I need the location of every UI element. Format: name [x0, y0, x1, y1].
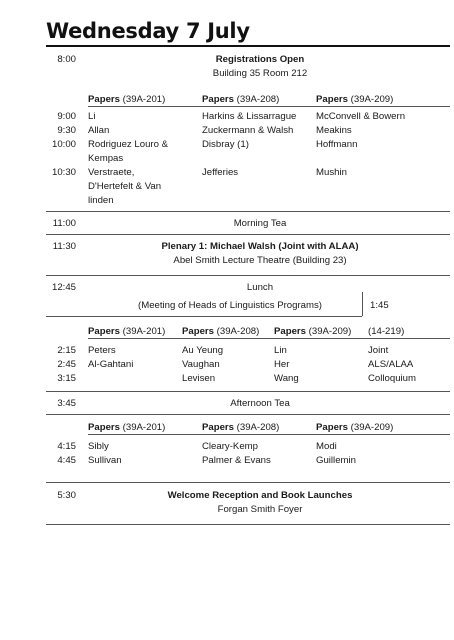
session1-col1-line: Allan: [88, 125, 110, 136]
section-rule: [46, 482, 450, 483]
section-rule: [46, 234, 450, 235]
header-label: Papers: [202, 422, 234, 433]
section-rule: [46, 211, 450, 212]
header-room: (39A-209): [348, 422, 394, 433]
session1-col2-line: Disbray (1): [202, 139, 249, 150]
session1-col2-line: Jefferies: [202, 167, 239, 178]
session3-header-col3: [316, 421, 393, 434]
session1-time: 10:30: [51, 167, 76, 178]
session3-time: 4:15: [57, 441, 76, 452]
lunch-note-divider: [362, 292, 363, 316]
morning-tea-time: 11:00: [52, 218, 76, 229]
session3-col3-line: Modi: [316, 441, 337, 452]
session3-header-col1: [88, 421, 165, 434]
plenary-time: 11:30: [52, 241, 76, 252]
session2-col3-line: Wang: [274, 373, 299, 384]
session2-header-col1: [88, 325, 165, 338]
header-room: (39A-209): [348, 94, 394, 105]
session3-header-col2: [202, 421, 279, 434]
header-label: Papers: [274, 326, 306, 337]
section-rule: [46, 275, 450, 276]
session2-col4-line: Joint: [368, 345, 389, 356]
lunch-note-time: 1:45: [370, 300, 389, 311]
header-room: (39A-208): [214, 326, 260, 337]
session1-col3-line: Mushin: [316, 167, 347, 178]
session1-col3-line: Hoffmann: [316, 139, 358, 150]
title-rule: [46, 45, 450, 47]
header-label: Papers: [316, 94, 348, 105]
session2-col2-line: Vaughan: [182, 359, 220, 370]
morning-tea-title: Morning Tea: [233, 218, 287, 229]
session1-time: 9:30: [57, 125, 76, 136]
session2-col4-line: Colloquium: [368, 373, 416, 384]
lunch-title: Lunch: [246, 282, 274, 293]
session3-col2-line: Cleary-Kemp: [202, 441, 258, 452]
header-room: (39A-201): [120, 422, 166, 433]
session2-header-rule: [88, 338, 450, 339]
section-rule: [46, 414, 450, 415]
registration-location: Building 35 Room 212: [212, 68, 308, 79]
header-label: Papers: [182, 326, 214, 337]
session3-col3-line: Guillemin: [316, 455, 356, 466]
session1-col1-line: Verstraete,: [88, 167, 135, 178]
session2-header-col3: [274, 325, 351, 338]
reception-time: 5:30: [57, 490, 76, 501]
session2-time: 2:15: [57, 345, 76, 356]
session2-time: 2:45: [57, 359, 76, 370]
header-room: (39A-201): [120, 94, 166, 105]
afternoon-tea-time: 3:45: [57, 398, 76, 409]
header-label: Papers: [88, 326, 120, 337]
header-room: (39A-208): [234, 94, 280, 105]
session1-header-col1: [88, 93, 165, 106]
header-label: Papers: [88, 422, 120, 433]
session2-time: 3:15: [57, 373, 76, 384]
session2-col3-line: Lin: [274, 345, 287, 356]
header-label: Papers: [316, 422, 348, 433]
session1-col1-line: D'Hertefelt & Van: [88, 181, 162, 192]
session2-col3-line: Her: [274, 359, 290, 370]
lunch-time: 12:45: [51, 282, 76, 293]
header-label: Papers: [88, 94, 120, 105]
reception-title: Welcome Reception and Book Launches: [167, 490, 353, 501]
plenary-location: Abel Smith Lecture Theatre (Building 23): [173, 255, 347, 266]
reception-location: Forgan Smith Foyer: [217, 504, 303, 515]
session1-col1-line: Rodriguez Louro &: [88, 139, 168, 150]
page-title: Wednesday 7 July: [46, 19, 250, 43]
session1-col3-line: McConvell & Bowern: [316, 111, 406, 122]
session2-col1-line: Peters: [88, 345, 116, 356]
section-rule: [46, 316, 362, 317]
session2-header-col2: [182, 325, 259, 338]
session3-header-rule: [88, 434, 450, 435]
session1-col1-line: Li: [88, 111, 96, 122]
session2-col4-line: ALS/ALAA: [368, 359, 414, 370]
header-room: (39A-201): [120, 326, 166, 337]
session2-col2-line: Au Yeung: [182, 345, 224, 356]
session1-time: 9:00: [57, 111, 76, 122]
session1-header-col2: [202, 93, 279, 106]
plenary-title: Plenary 1: Michael Walsh (Joint with ALAA): [161, 241, 359, 252]
session3-col2-line: Palmer & Evans: [202, 455, 271, 466]
header-room: (39A-208): [234, 422, 280, 433]
session2-col2-line: Levisen: [182, 373, 216, 384]
header-room: (39A-209): [306, 326, 352, 337]
session1-col2-line: Zuckermann & Walsh: [202, 125, 294, 136]
session1-col2-line: Harkins & Lissarrague: [202, 111, 297, 122]
session2-col1-line: Al-Gahtani: [88, 359, 134, 370]
session3-col1-line: Sibly: [88, 441, 109, 452]
header-label: Papers: [202, 94, 234, 105]
session3-col1-line: Sullivan: [88, 455, 122, 466]
section-rule: [46, 524, 450, 525]
session2-header-col4: (14-219): [368, 326, 405, 337]
lunch-note: (Meeting of Heads of Linguistics Programs): [138, 300, 322, 311]
registration-time: 8:00: [57, 54, 76, 65]
session1-header-rule: [88, 106, 450, 107]
section-rule: [46, 391, 450, 392]
afternoon-tea-title: Afternoon Tea: [230, 398, 290, 409]
session1-col3-line: Meakins: [316, 125, 352, 136]
session3-time: 4:45: [57, 455, 76, 466]
session1-col1-line: Kempas: [88, 153, 124, 164]
session1-header-col3: [316, 93, 393, 106]
registration-title: Registrations Open: [215, 54, 305, 65]
session1-time: 10:00: [51, 139, 76, 150]
session1-col1-line: linden: [88, 195, 114, 206]
